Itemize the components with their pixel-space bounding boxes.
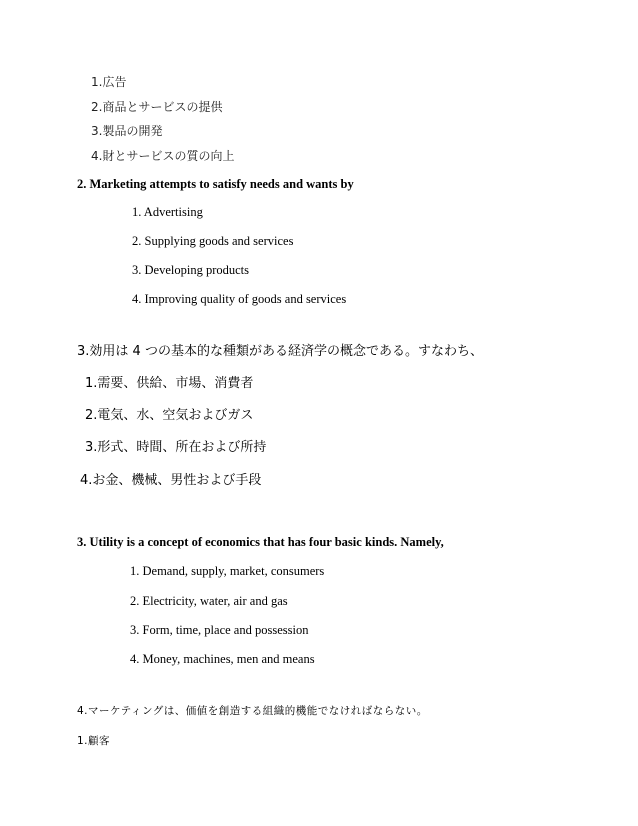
list-item: 2. Supplying goods and services xyxy=(132,234,294,248)
list-item: 3. Developing products xyxy=(132,263,249,277)
list-item: 1.需要、供給、市場、消費者 xyxy=(85,376,254,391)
list-item: 1. Advertising xyxy=(132,205,203,219)
list-item: 2.電気、水、空気およびガス xyxy=(85,408,254,423)
list-item: 3. Form, time, place and possession xyxy=(130,623,309,637)
list-item: 4. Money, machines, men and means xyxy=(130,652,315,666)
list-item: 1.広告 xyxy=(91,75,127,89)
list-item: 4. Improving quality of goods and services xyxy=(132,292,347,306)
section-heading: 3.効用は 4 つの基本的な種類がある経済学の概念である。すなわち、 xyxy=(77,344,483,359)
list-item: 1. Demand, supply, market, consumers xyxy=(130,564,325,578)
list-item: 2.商品とサービスの提供 xyxy=(91,100,223,114)
section-heading: 4.マーケティングは、価値を創造する組織的機能でなければならない。 xyxy=(77,705,428,717)
list-item: 1.顧客 xyxy=(77,735,111,747)
list-item: 4.財とサービスの質の向上 xyxy=(91,149,235,163)
list-item: 3.形式、時間、所在および所持 xyxy=(85,440,267,455)
list-item: 4.お金、機械、男性および手段 xyxy=(80,473,262,488)
list-item: 3.製品の開発 xyxy=(91,124,163,138)
section-heading: 2. Marketing attempts to satisfy needs and wants by xyxy=(77,177,354,191)
list-item: 2. Electricity, water, air and gas xyxy=(130,594,288,608)
section-heading: 3. Utility is a concept of economics that has four basic kinds. Namely, xyxy=(77,535,444,549)
